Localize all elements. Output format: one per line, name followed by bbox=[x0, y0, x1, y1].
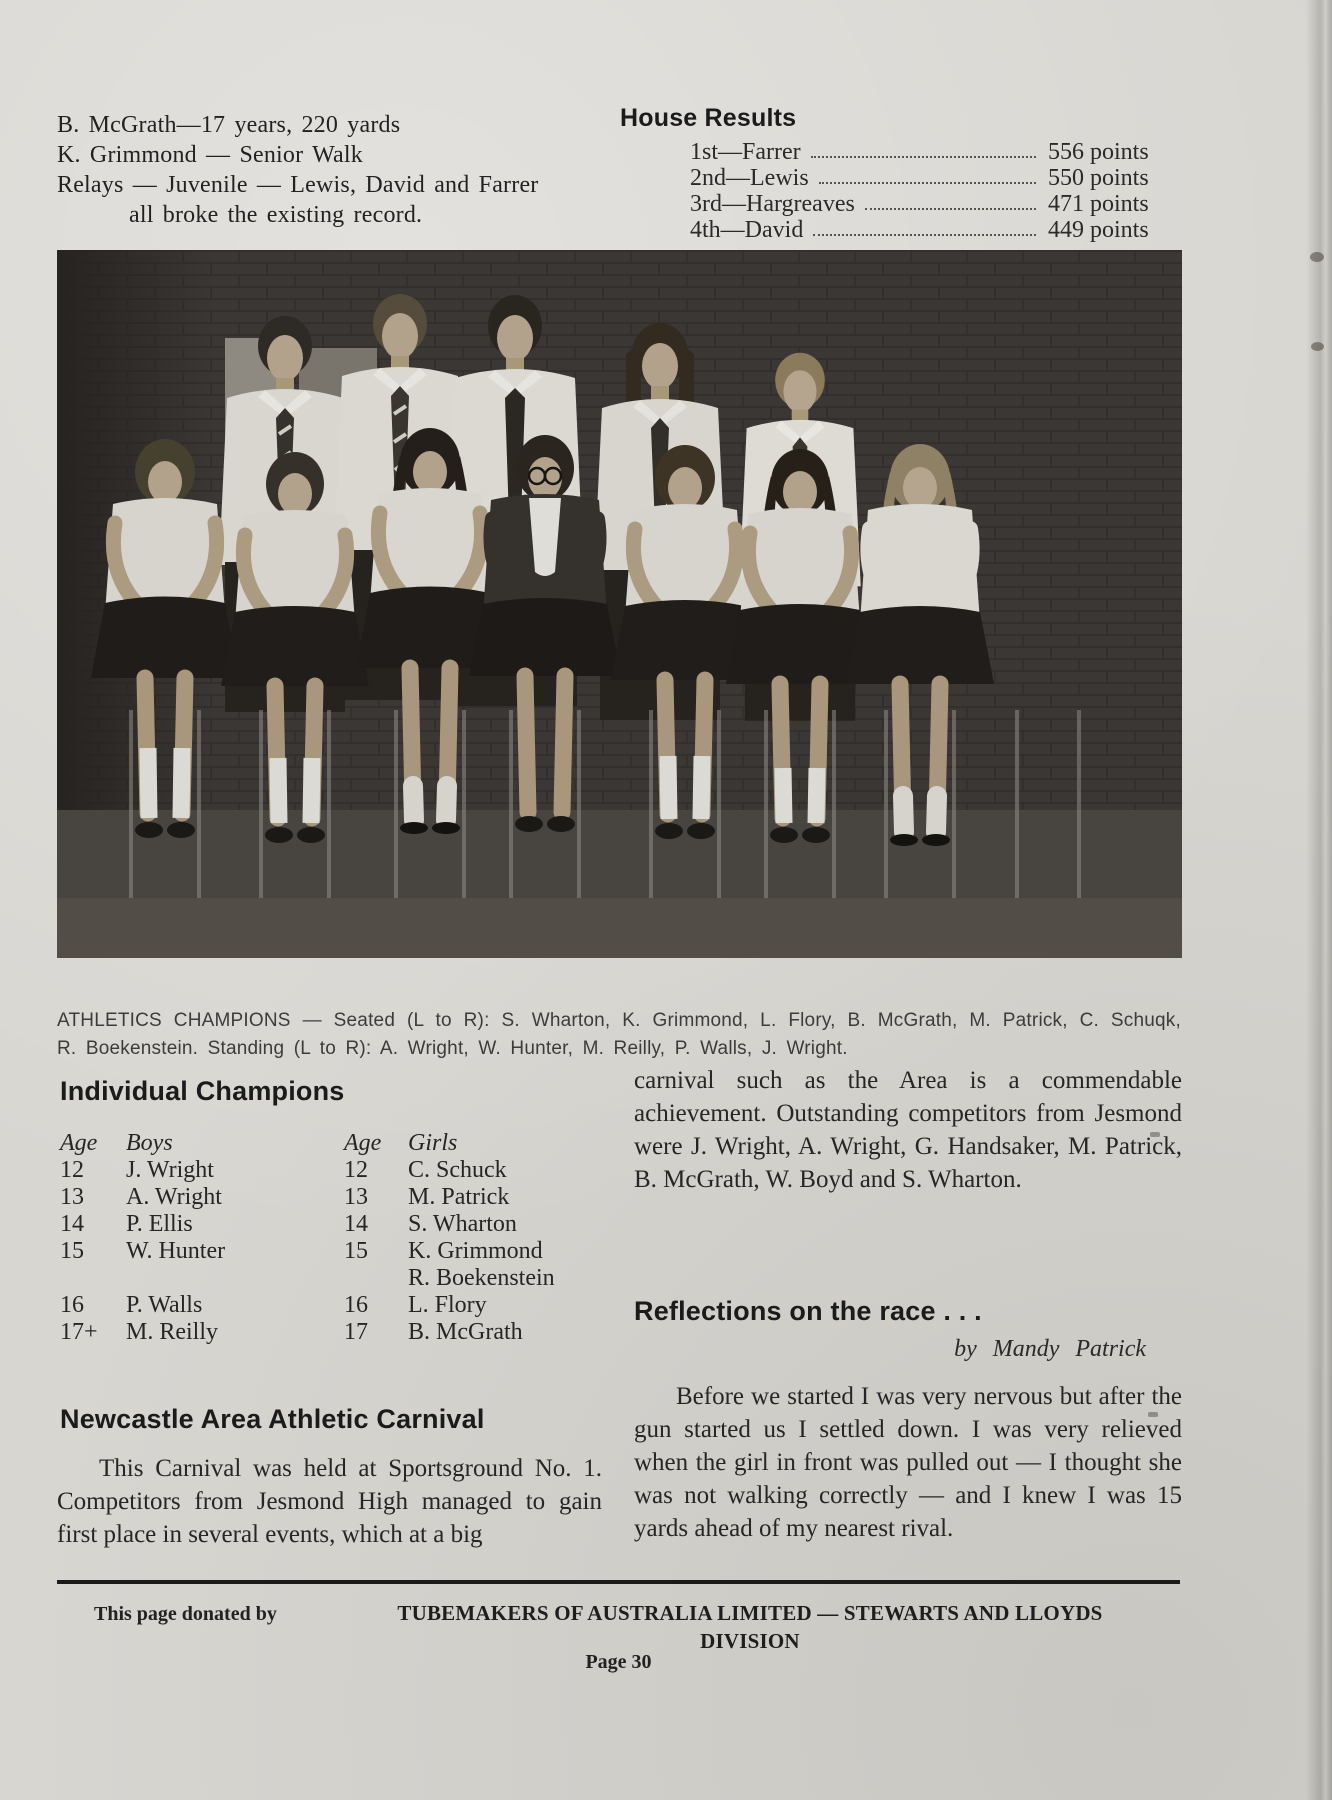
donated-by-label: This page donated by bbox=[94, 1603, 277, 1625]
girls-name: B. McGrath bbox=[408, 1319, 523, 1345]
boys-name: J. Wright bbox=[126, 1157, 214, 1183]
individual-champions-heading: Individual Champions bbox=[60, 1076, 345, 1106]
donor-name bbox=[310, 1599, 1190, 1655]
record-notes bbox=[57, 110, 587, 230]
photo-caption-line2: R. Boekenstein. Standing (L to R): A. Wright, W. Hunter, M. Reilly, P. Walls, J. Wright. bbox=[57, 1038, 848, 1059]
photo-caption-line1: ATHLETICS CHAMPIONS — Seated (L to R): S. Wharton, K. Grimmond, L. Flory, B. McGrath, M. Patrick, C. Schuqk, bbox=[57, 1010, 1181, 1031]
girls-name: C. Schuck bbox=[408, 1157, 507, 1183]
page-number: Page 30 bbox=[585, 1651, 652, 1673]
girls-name: R. Boekenstein bbox=[408, 1265, 555, 1291]
donor-line1: TUBEMAKERS OF AUSTRALIA LIMITED — STEWARTS AND LLOYDS bbox=[397, 1601, 1103, 1625]
table-row bbox=[60, 1265, 608, 1292]
table-row bbox=[60, 1319, 608, 1346]
girls-age: 14 bbox=[344, 1211, 368, 1237]
carnival-continuation-paragraph: carnival such as the Area is a commendable achievement. Outstanding competitors from Jesmond were J. Wright, A. Wright, G. Handsaker, M. Patrick, B. McGrath, W. Boyd and S. Wharton. bbox=[634, 1067, 1182, 1193]
reflections-byline: by Mandy Patrick bbox=[954, 1336, 1146, 1362]
boys-header: Boys bbox=[126, 1130, 173, 1156]
dotted-leader bbox=[865, 208, 1036, 210]
house-results-row bbox=[690, 165, 1182, 191]
record-line: B. McGrath—17 years, 220 yards bbox=[57, 112, 401, 138]
house-place: 3rd—Hargreaves bbox=[690, 191, 855, 217]
reflections-heading: Reflections on the race . . . bbox=[634, 1296, 982, 1326]
photo-caption bbox=[57, 1007, 1181, 1063]
page-edge-notch bbox=[1310, 252, 1324, 262]
paper-speck bbox=[1148, 1412, 1158, 1417]
house-points: 550 points bbox=[1048, 165, 1149, 191]
dotted-leader bbox=[819, 182, 1036, 184]
record-line: K. Grimmond — Senior Walk bbox=[57, 142, 363, 168]
house-results-row bbox=[690, 191, 1182, 217]
girls-age bbox=[344, 1265, 408, 1292]
house-points: 449 points bbox=[1048, 217, 1149, 243]
athletics-champions-photo-art bbox=[57, 250, 1182, 958]
girls-header: Girls bbox=[408, 1130, 458, 1156]
boys-age: 12 bbox=[60, 1157, 84, 1183]
boys-name bbox=[126, 1265, 344, 1292]
donor-line2: DIVISION bbox=[700, 1629, 800, 1653]
boys-age: 14 bbox=[60, 1211, 84, 1237]
dotted-leader bbox=[811, 156, 1036, 158]
girls-age: 12 bbox=[344, 1157, 368, 1183]
boys-age: 17+ bbox=[60, 1319, 98, 1345]
paper-speck bbox=[1150, 1132, 1160, 1137]
boys-name: M. Reilly bbox=[126, 1319, 219, 1345]
boys-age: 13 bbox=[60, 1184, 84, 1210]
boys-age-header: Age bbox=[60, 1130, 98, 1156]
girls-age: 17 bbox=[344, 1319, 368, 1345]
footer-rule bbox=[57, 1580, 1180, 1584]
table-row bbox=[60, 1292, 608, 1319]
newcastle-carnival-heading: Newcastle Area Athletic Carnival bbox=[60, 1404, 485, 1434]
table-row bbox=[60, 1157, 608, 1184]
table-header-row bbox=[60, 1130, 608, 1157]
girls-name: S. Wharton bbox=[408, 1211, 517, 1237]
dotted-leader bbox=[813, 234, 1036, 236]
house-results-title: House Results bbox=[620, 104, 797, 132]
boys-age: 16 bbox=[60, 1292, 84, 1318]
newcastle-carnival-paragraph: This Carnival was held at Sportsground No. 1. Competitors from Jesmond High managed to gain first place in several events, which at a big bbox=[57, 1455, 602, 1548]
boys-name: P. Walls bbox=[126, 1292, 203, 1318]
house-points: 471 points bbox=[1048, 191, 1149, 217]
boys-name: P. Ellis bbox=[126, 1211, 193, 1237]
boys-name: A. Wright bbox=[126, 1184, 222, 1210]
house-results bbox=[620, 104, 1182, 243]
record-line: all broke the existing record. bbox=[129, 202, 423, 228]
house-results-row bbox=[690, 217, 1182, 243]
house-results-row bbox=[690, 139, 1182, 165]
girls-age: 13 bbox=[344, 1184, 368, 1210]
house-place: 4th—David bbox=[690, 217, 804, 243]
house-points: 556 points bbox=[1048, 139, 1149, 165]
girls-name: L. Flory bbox=[408, 1292, 487, 1318]
girls-age: 16 bbox=[344, 1292, 368, 1318]
page-edge-notch bbox=[1311, 342, 1324, 351]
boys-age: 15 bbox=[60, 1238, 84, 1264]
house-place: 2nd—Lewis bbox=[690, 165, 809, 191]
table-row bbox=[60, 1184, 608, 1211]
boys-name: W. Hunter bbox=[126, 1238, 226, 1264]
girls-name: K. Grimmond bbox=[408, 1238, 543, 1264]
individual-champions-table bbox=[60, 1130, 608, 1346]
athletics-champions-photo bbox=[57, 250, 1182, 958]
table-row bbox=[60, 1238, 608, 1265]
page-edge-shadow bbox=[1306, 0, 1332, 1800]
table-row bbox=[60, 1211, 608, 1238]
record-line: Relays — Juvenile — Lewis, David and Farrer bbox=[57, 172, 539, 198]
house-place: 1st—Farrer bbox=[690, 139, 801, 165]
boys-age bbox=[60, 1265, 126, 1292]
girls-age-header: Age bbox=[344, 1130, 382, 1156]
reflections-paragraph: Before we started I was very nervous but after the gun started us I settled down. I was very relieved when the girl in front was pulled out — I thought she was not walking correctly — and I knew I was 15 yards ahead of my nearest rival. bbox=[634, 1383, 1182, 1542]
girls-age: 15 bbox=[344, 1238, 368, 1264]
girls-name: M. Patrick bbox=[408, 1184, 510, 1210]
